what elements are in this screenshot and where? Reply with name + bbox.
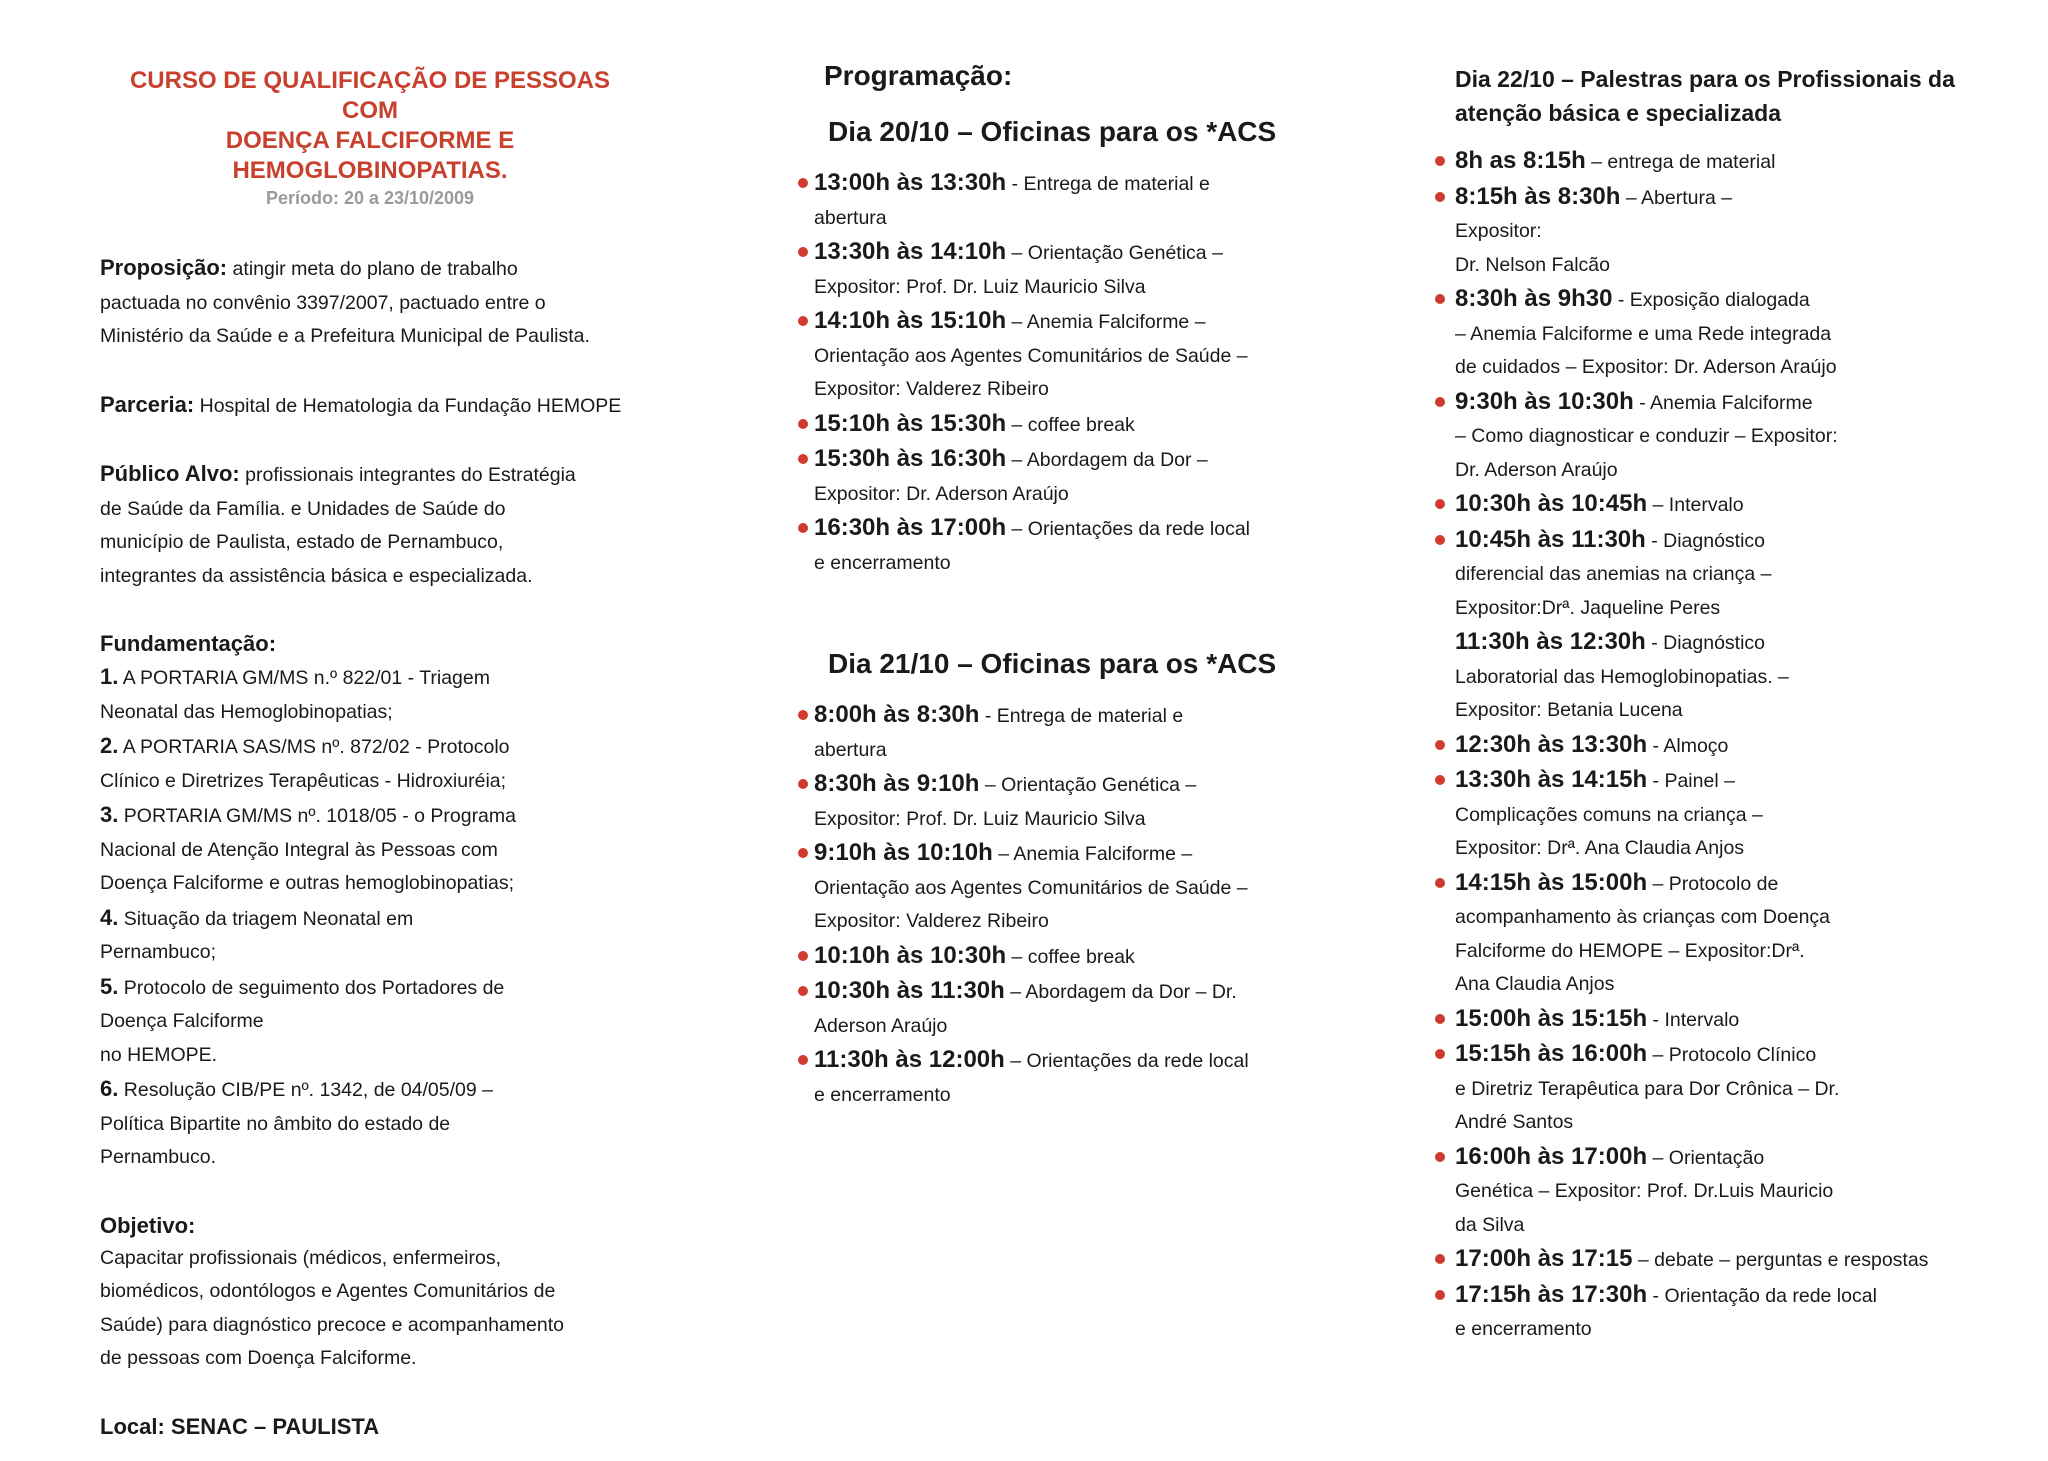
schedule-description: – debate – perguntas e respostas — [1632, 1249, 1929, 1271]
schedule-description: – Anemia Falciforme – — [1006, 311, 1206, 333]
schedule-item — [1455, 625, 2015, 728]
schedule-description: Laboratorial das Hemoglobinopatias. – — [1455, 665, 1789, 688]
fundamentacao-line: Pernambuco; — [100, 941, 216, 963]
schedule-time: 15:00h às 15:15h — [1455, 1004, 1648, 1032]
schedule-description: - Diagnóstico — [1645, 529, 1766, 552]
schedule-item — [800, 235, 1400, 304]
fundamentacao-item — [100, 798, 660, 834]
schedule-description: – Orientação Genética – — [979, 774, 1197, 796]
schedule-item — [1455, 523, 2015, 626]
schedule-time: 13:00h às 13:30h — [814, 169, 1007, 196]
fundamentacao-number: 1. — [100, 664, 119, 689]
day3-heading-line2: atenção básica e specializada — [1455, 100, 1782, 126]
schedule-item — [1455, 1242, 2015, 1278]
objetivo-line: Saúde) para diagnóstico precoce e acompanhamento — [100, 1313, 564, 1336]
schedule-description: - Almoço — [1647, 734, 1729, 757]
schedule-item — [1455, 144, 2015, 180]
schedule-item — [800, 166, 1400, 235]
schedule-description: – coffee break — [1006, 413, 1135, 436]
schedule-time: 8:30h às 9:10h — [814, 770, 980, 797]
schedule-description: - Painel – — [1647, 770, 1735, 792]
course-period: Período: 20 a 23/10/2009 — [265, 188, 475, 208]
schedule-description: Complicações comuns na criança – — [1455, 803, 1763, 826]
schedule-time: 13:30h às 14:15h — [1455, 766, 1648, 793]
schedule-description: Expositor: Prof. Dr. Luiz Mauricio Silva — [814, 275, 1146, 298]
schedule-description: - Orientação da rede local — [1647, 1284, 1877, 1307]
bullet-icon — [1435, 878, 1445, 888]
day2-schedule — [800, 698, 1400, 1112]
fundamentacao-item — [100, 660, 660, 696]
schedule-description: – Orientação — [1647, 1146, 1765, 1169]
objetivo-label: Objetivo: — [100, 1212, 196, 1238]
fundamentacao-line: A PORTARIA GM/MS n.º 822/01 - Triagem — [118, 667, 490, 689]
schedule-time: 13:30h às 14:10h — [814, 238, 1007, 265]
fundamentacao-number: 3. — [100, 802, 119, 827]
fundamentacao-line: Doença Falciforme e outras hemoglobinopatias; — [100, 872, 515, 894]
schedule-description: – Protocolo Clínico — [1647, 1044, 1817, 1066]
schedule-item — [800, 767, 1400, 836]
schedule-description: Expositor: Drª. Ana Claudia Anjos — [1455, 837, 1745, 859]
schedule-description: - Anemia Falciforme — [1633, 391, 1813, 414]
fundamentacao-item — [100, 1072, 660, 1108]
schedule-time: 15:15h às 16:00h — [1455, 1040, 1648, 1067]
right-column — [1455, 62, 2015, 1347]
schedule-time: 14:15h às 15:00h — [1455, 868, 1648, 896]
bullet-icon — [798, 419, 808, 429]
schedule-item — [800, 442, 1400, 511]
schedule-description: – Abordagem da Dor – — [1006, 449, 1208, 471]
schedule-description: Genética – Expositor: Prof. Dr.Luis Mauricio — [1455, 1180, 1834, 1202]
bullet-icon — [798, 523, 808, 533]
fundamentacao-line: Neonatal das Hemoglobinopatias; — [100, 700, 393, 723]
schedule-description: Orientação aos Agentes Comunitários de Saúde – — [814, 876, 1248, 899]
schedule-item — [800, 407, 1400, 443]
fundamentacao-number: 2. — [100, 733, 119, 758]
schedule-time: 8h as 8:15h — [1455, 147, 1586, 174]
schedule-item — [800, 836, 1400, 939]
proposicao-line: pactuada no convênio 3397/2007, pactuado entre o — [100, 291, 546, 314]
schedule-description: Expositor:Drª. Jaqueline Peres — [1455, 596, 1721, 619]
proposicao-line: Ministério da Saúde e a Prefeitura Municipal de Paulista. — [100, 325, 590, 347]
schedule-time: 10:30h às 11:30h — [814, 977, 1005, 1004]
schedule-description: Expositor: Prof. Dr. Luiz Mauricio Silva — [814, 807, 1146, 830]
schedule-description: – Orientações da rede local — [1006, 518, 1251, 540]
fundamentacao-label: Fundamentação: — [100, 631, 277, 656]
schedule-description: - Entrega de material e — [979, 705, 1184, 727]
schedule-time: 8:30h às 9h30 — [1455, 285, 1613, 312]
schedule-item — [1455, 1278, 2015, 1347]
schedule-description: – Anemia Falciforme e uma Rede integrada — [1455, 322, 1832, 345]
schedule-time: 9:30h às 10:30h — [1455, 387, 1634, 415]
schedule-description: – Abertura – — [1620, 186, 1733, 209]
schedule-description: Expositor: — [1455, 220, 1542, 242]
schedule-time: 16:30h às 17:00h — [814, 514, 1007, 541]
bullet-icon — [798, 951, 808, 961]
schedule-item — [800, 939, 1400, 975]
schedule-description: Dr. Nelson Falcão — [1455, 253, 1610, 276]
fundamentacao-item — [100, 901, 660, 937]
schedule-time: 8:15h às 8:30h — [1455, 182, 1621, 210]
bullet-icon — [798, 316, 808, 326]
proposicao-label: Proposição: — [100, 255, 228, 280]
publico-line: profissionais integrantes do Estratégia — [239, 464, 576, 486]
bullet-icon — [1435, 740, 1445, 750]
publico-label: Público Alvo: — [100, 461, 240, 486]
bullet-icon — [1435, 397, 1445, 407]
bullet-icon — [1435, 156, 1445, 166]
parceria-label: Parceria: — [100, 391, 195, 417]
day2-heading: Dia 21/10 – Oficinas para os *ACS — [828, 648, 1277, 679]
schedule-time: 17:15h às 17:30h — [1455, 1280, 1648, 1308]
left-column — [100, 66, 660, 1440]
fundamentacao-list — [100, 660, 660, 1175]
bullet-icon — [1435, 535, 1445, 545]
objetivo-line: Capacitar profissionais (médicos, enfermeiros, — [100, 1246, 501, 1269]
bullet-icon — [798, 710, 808, 720]
fundamentacao-line: Clínico e Diretrizes Terapêuticas - Hidroxiuréia; — [100, 769, 507, 792]
fundamentacao-number: 6. — [100, 1076, 119, 1101]
day3-heading-line1: Dia 22/10 – Palestras para os Profissionais da — [1455, 66, 1955, 92]
schedule-time: 15:30h às 16:30h — [814, 445, 1007, 472]
fundamentacao-line: Situação da triagem Neonatal em — [118, 907, 414, 930]
schedule-description: de cuidados – Expositor: Dr. Aderson Araújo — [1455, 356, 1837, 378]
schedule-item — [1455, 728, 2015, 764]
schedule-description: Ana Claudia Anjos — [1455, 973, 1615, 995]
bullet-icon — [1435, 1254, 1445, 1264]
fundamentacao-number: 4. — [100, 904, 119, 930]
bullet-icon — [1435, 1049, 1445, 1059]
schedule-description: Falciforme do HEMOPE – Expositor:Drª. — [1455, 939, 1805, 962]
bullet-icon — [798, 848, 808, 858]
schedule-item — [1455, 180, 2015, 283]
schedule-description: – entrega de material — [1585, 151, 1776, 173]
schedule-description: diferencial das anemias na criança – — [1455, 563, 1772, 585]
schedule-item — [800, 304, 1400, 407]
parceria-text: Hospital de Hematologia da Fundação HEMOPE — [194, 394, 622, 417]
schedule-description: Dr. Aderson Araújo — [1455, 458, 1618, 481]
fundamentacao-section — [100, 627, 660, 1175]
schedule-time: 12:30h às 13:30h — [1455, 730, 1648, 758]
schedule-description: e encerramento — [814, 1083, 951, 1106]
fundamentacao-item — [100, 970, 660, 1006]
schedule-item — [800, 1043, 1400, 1112]
schedule-item — [1455, 282, 2015, 385]
fundamentacao-item — [100, 729, 660, 765]
schedule-item — [800, 698, 1400, 767]
bullet-icon — [1435, 499, 1445, 509]
bullet-icon — [1435, 775, 1445, 785]
fundamentacao-line: A PORTARIA SAS/MS nº. 872/02 - Protocolo — [118, 736, 510, 758]
course-title-line1: CURSO DE QUALIFICAÇÃO DE PESSOAS COM — [129, 67, 611, 124]
day3-schedule — [1455, 144, 2015, 1347]
schedule-item — [1455, 487, 2015, 523]
bullet-icon — [1435, 1290, 1445, 1300]
schedule-time: 17:00h às 17:15 — [1455, 1245, 1633, 1272]
course-title-line2: DOENÇA FALCIFORME E HEMOGLOBINOPATIAS. — [225, 127, 515, 184]
publico-line: de Saúde da Família. e Unidades de Saúde do — [100, 497, 506, 520]
objetivo-line: biomédicos, odontólogos e Agentes Comunitários de — [100, 1280, 556, 1302]
schedule-description: Expositor: Betania Lucena — [1455, 699, 1683, 721]
day3-heading — [1455, 62, 2015, 130]
publico-section — [100, 457, 660, 593]
schedule-description: - Diagnóstico — [1645, 632, 1766, 654]
publico-line: município de Paulista, estado de Pernambuco, — [100, 531, 504, 553]
schedule-time: 10:45h às 11:30h — [1455, 525, 1646, 553]
bullet-icon — [1435, 192, 1445, 202]
schedule-description: abertura — [814, 738, 887, 761]
parceria-section — [100, 388, 660, 424]
publico-line: integrantes da assistência básica e especializada. — [100, 564, 533, 587]
objetivo-section — [100, 1209, 660, 1376]
schedule-description: e Diretriz Terapêutica para Dor Crônica – Dr. — [1455, 1077, 1840, 1100]
bullet-icon — [798, 779, 808, 789]
schedule-description: – coffee break — [1006, 945, 1135, 968]
bullet-icon — [798, 247, 808, 257]
schedule-time: 10:30h às 10:45h — [1455, 490, 1648, 517]
fundamentacao-line: no HEMOPE. — [100, 1043, 218, 1066]
schedule-description: – Anemia Falciforme – — [992, 843, 1193, 865]
schedule-time: 15:10h às 15:30h — [814, 409, 1007, 437]
day1-schedule — [800, 166, 1400, 580]
fundamentacao-line: Política Bipartite no âmbito do estado de — [100, 1112, 451, 1135]
middle-column — [800, 60, 1400, 1112]
schedule-description: da Silva — [1455, 1213, 1525, 1236]
programacao-heading: Programação: — [824, 60, 1013, 91]
proposicao-section — [100, 251, 660, 354]
schedule-description: Aderson Araújo — [814, 1014, 948, 1037]
schedule-description: abertura — [814, 206, 887, 229]
schedule-item — [1455, 1140, 2015, 1243]
schedule-description: e encerramento — [814, 551, 951, 574]
schedule-description: Expositor: Valderez Ribeiro — [814, 378, 1049, 400]
schedule-description: – Orientação Genética – — [1006, 242, 1223, 264]
objetivo-line: de pessoas com Doença Falciforme. — [100, 1347, 417, 1369]
bullet-icon — [1435, 294, 1445, 304]
schedule-description: Orientação aos Agentes Comunitários de Saúde – — [814, 344, 1248, 367]
fundamentacao-number: 5. — [100, 973, 119, 999]
schedule-time: 14:10h às 15:10h — [814, 307, 1007, 334]
schedule-item — [1455, 385, 2015, 488]
schedule-item — [1455, 1002, 2015, 1038]
bullet-icon — [1435, 1152, 1445, 1162]
schedule-description: – Orientações da rede local — [1004, 1050, 1249, 1072]
schedule-time: 9:10h às 10:10h — [814, 839, 993, 866]
schedule-item — [1455, 866, 2015, 1002]
bullet-icon — [798, 986, 808, 996]
schedule-description: – Abordagem da Dor – Dr. — [1004, 981, 1237, 1003]
schedule-description: André Santos — [1455, 1111, 1574, 1133]
schedule-time: 11:30h às 12:30h — [1455, 628, 1646, 655]
fundamentacao-line: Protocolo de seguimento dos Portadores de — [118, 976, 505, 999]
fundamentacao-line: Doença Falciforme — [100, 1010, 264, 1032]
schedule-time: 10:10h às 10:30h — [814, 941, 1007, 969]
schedule-time: 8:00h às 8:30h — [814, 701, 980, 728]
schedule-description: - Exposição dialogada — [1612, 289, 1810, 311]
schedule-description: – Protocolo de — [1647, 872, 1779, 895]
fundamentacao-line: Resolução CIB/PE nº. 1342, de 04/05/09 – — [118, 1079, 493, 1101]
schedule-description: Expositor: Dr. Aderson Araújo — [814, 482, 1069, 505]
schedule-item — [1455, 763, 2015, 866]
schedule-item — [800, 974, 1400, 1043]
bullet-icon — [798, 178, 808, 188]
bullet-icon — [1435, 1014, 1445, 1024]
schedule-time: 11:30h às 12:00h — [814, 1046, 1005, 1073]
schedule-description: - Intervalo — [1647, 1008, 1740, 1031]
schedule-description: e encerramento — [1455, 1318, 1592, 1340]
local-text: Local: SENAC – PAULISTA — [100, 1413, 380, 1439]
schedule-description: - Entrega de material e — [1006, 173, 1210, 195]
fundamentacao-line: Pernambuco. — [100, 1146, 216, 1168]
schedule-description: – Como diagnosticar e conduzir – Expositor: — [1455, 425, 1838, 447]
fundamentacao-line: Nacional de Atenção Integral às Pessoas com — [100, 838, 498, 861]
proposicao-line: atingir meta do plano de trabalho — [227, 258, 518, 280]
schedule-time: 16:00h às 17:00h — [1455, 1142, 1648, 1170]
bullet-icon — [798, 454, 808, 464]
bullet-icon — [798, 1055, 808, 1065]
schedule-description: Expositor: Valderez Ribeiro — [814, 910, 1049, 932]
schedule-item — [800, 511, 1400, 580]
schedule-description: – Intervalo — [1647, 494, 1744, 516]
day1-heading: Dia 20/10 – Oficinas para os *ACS — [828, 116, 1277, 147]
fundamentacao-line: PORTARIA GM/MS nº. 1018/05 - o Programa — [118, 805, 516, 827]
schedule-description: acompanhamento às crianças com Doença — [1455, 906, 1831, 928]
schedule-item — [1455, 1037, 2015, 1140]
